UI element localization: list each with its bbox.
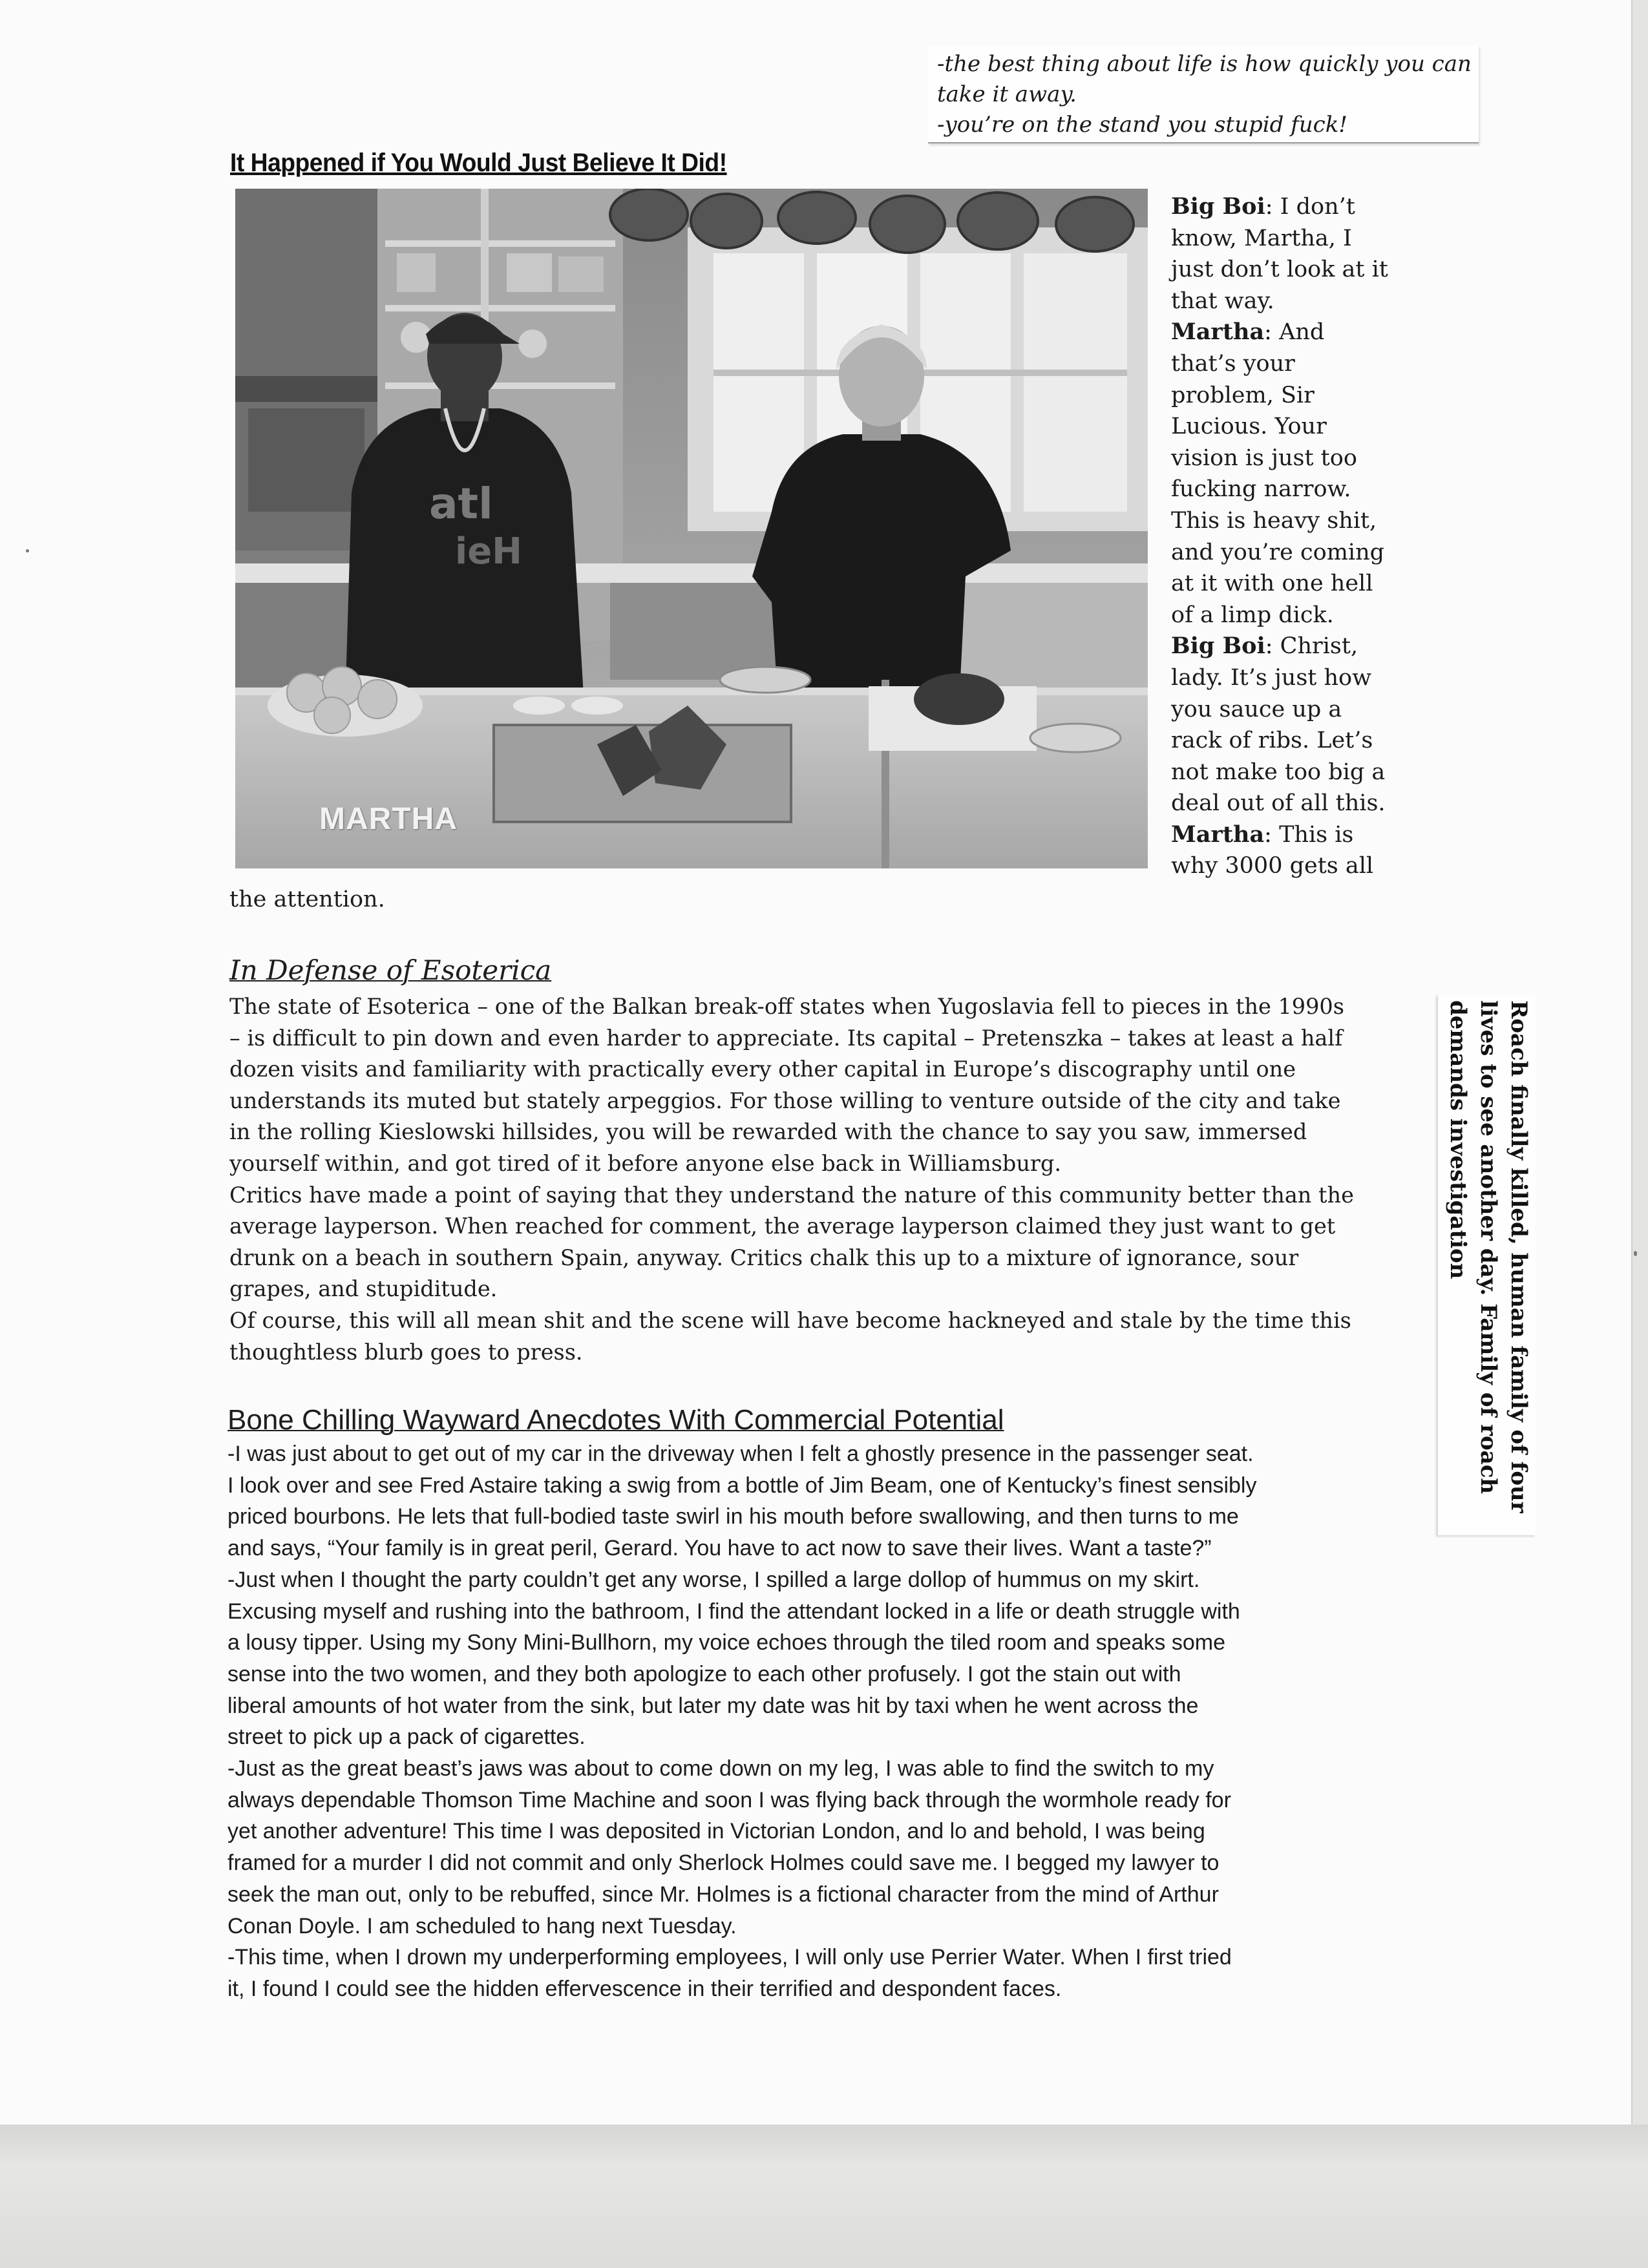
speaker-name: Big Boi xyxy=(1171,193,1265,220)
dialogue-text: why 3000 gets all xyxy=(1171,853,1374,879)
dialogue-text: at it with one hell xyxy=(1171,571,1373,597)
dialogue-line xyxy=(1171,788,1404,819)
body-line: dozen visits and familiarity with practically every other capital in Europe’s discography until one xyxy=(229,1056,1296,1082)
dialogue-line xyxy=(1171,191,1404,223)
dialogue-text: deal out of all this. xyxy=(1171,790,1386,817)
dialogue-text: lady. It’s just how xyxy=(1171,664,1372,691)
dialogue-line xyxy=(1171,348,1404,380)
dialogue-line xyxy=(1171,411,1404,443)
side-headline-line: demands investigation xyxy=(1445,1000,1471,1279)
body-line: -This time, when I drown my underperforming employees, I will only use Perrier Water. When I first tried xyxy=(227,1945,1232,1970)
dialogue-line xyxy=(1171,380,1404,412)
dialogue-line xyxy=(1171,819,1404,851)
dialogue-text: rack of ribs. Let’s xyxy=(1171,728,1373,754)
dialogue-text: that way. xyxy=(1171,288,1274,314)
dust-speck xyxy=(26,549,29,552)
dialogue-text: Lucious. Your xyxy=(1171,414,1327,440)
dialogue-text: that’s your xyxy=(1171,350,1295,377)
shirt-print-line2: ieH xyxy=(455,530,523,572)
photo-caption: MARTHA xyxy=(319,802,458,836)
speaker-name: Martha xyxy=(1171,821,1265,848)
quote-line: take it away. xyxy=(937,81,1077,107)
body-line: Excusing myself and rushing into the bathroom, I find the attendant locked in a life or death struggle with xyxy=(227,1599,1240,1624)
dialogue-column xyxy=(1171,191,1404,882)
scanner-bed-edge xyxy=(0,2125,1648,2268)
dialogue-line xyxy=(1171,254,1404,286)
body-line: I look over and see Fred Astaire taking a swig from a bottle of Jim Beam, one of Kentucky’s finest sensibly xyxy=(227,1473,1257,1498)
speaker-name: Martha xyxy=(1171,319,1265,346)
anecdotes-body xyxy=(227,1438,1410,2005)
body-line: – is difficult to pin down and even harder to appreciate. Its capital – Pretenszka – takes at least a half xyxy=(229,1025,1343,1051)
dialogue-text: : This is xyxy=(1264,821,1354,848)
body-line: -I was just about to get out of my car in the driveway when I felt a ghostly presence in the passenger seat. xyxy=(227,1442,1254,1466)
dust-speck xyxy=(1634,1251,1637,1256)
body-line: Of course, this will all mean shit and the scene will have become hackneyed and stale by the time this xyxy=(229,1307,1351,1333)
dialogue-text: and you’re coming xyxy=(1171,539,1385,565)
dialogue-line xyxy=(1171,725,1404,757)
dialogue-tail: the attention. xyxy=(229,887,385,912)
dialogue-text: of a limp dick. xyxy=(1171,602,1334,628)
dialogue-line xyxy=(1171,694,1404,726)
dialogue-line xyxy=(1171,443,1404,474)
headline: It Happened if You Would Just Believe It Did! xyxy=(230,149,727,177)
side-headline-line: Roach finally killed, human family of four xyxy=(1506,1000,1532,1513)
body-line: priced bourbons. He lets that full-bodied taste swirl in his mouth before swallowing, and then turns to me xyxy=(227,1504,1239,1529)
body-line: always dependable Thomson Time Machine and soon I was flying back through the wormhole ready for xyxy=(227,1787,1231,1812)
dialogue-line xyxy=(1171,757,1404,788)
dialogue-text: fucking narrow. xyxy=(1171,476,1351,503)
body-line: grapes, and stupiditude. xyxy=(229,1276,498,1302)
body-line: framed for a murder I did not commit and only Sherlock Holmes could save me. I begged my lawyer to xyxy=(227,1851,1220,1876)
body-line: and says, “Your family is in great peril, Gerard. You have to act now to save their lives. Want a taste?” xyxy=(227,1536,1212,1561)
side-headline-line: lives to see another day. Family of roach xyxy=(1475,1000,1501,1495)
dialogue-line xyxy=(1171,505,1404,537)
dialogue-line xyxy=(1171,537,1404,569)
body-line: Conan Doyle. I am scheduled to hang next Tuesday. xyxy=(227,1913,737,1938)
body-line: seek the man out, only to be rebuffed, since Mr. Holmes is a fictional character from the mind of Arthur xyxy=(227,1882,1219,1907)
shirt-print-line1: atl xyxy=(429,479,493,529)
body-line: sense into the two women, and they both apologize to each other profusely. I got the stain out with xyxy=(227,1661,1181,1686)
speaker-name: Big Boi xyxy=(1171,633,1265,660)
dialogue-text: : Christ, xyxy=(1265,633,1358,660)
quote-line: -the best thing about life is how quickly you can xyxy=(937,51,1472,77)
body-line: Critics have made a point of saying that they understand the nature of this community better than the xyxy=(229,1182,1354,1208)
dialogue-line xyxy=(1171,568,1404,600)
photo-illustration xyxy=(235,189,1148,868)
dialogue-text: know, Martha, I xyxy=(1171,225,1352,251)
dialogue-line xyxy=(1171,850,1404,882)
dialogue-text: : I don’t xyxy=(1265,194,1355,220)
kitchen-photo xyxy=(235,189,1148,868)
body-line: liberal amounts of hot water from the sink, but later my date was hit by taxi when he went across the xyxy=(227,1693,1199,1718)
side-headline-clipping xyxy=(1437,995,1536,1535)
dialogue-text: vision is just too xyxy=(1171,445,1357,471)
section-title-anecdotes: Bone Chilling Wayward Anecdotes With Commercial Potential xyxy=(227,1404,1004,1436)
body-line: understands its muted but stately arpeggios. For those willing to venture outside of the city and take xyxy=(229,1087,1341,1113)
body-line: street to pick up a pack of cigarettes. xyxy=(227,1725,586,1750)
body-line: yourself within, and got tired of it before anyone else back in Williamsburg. xyxy=(229,1150,1062,1176)
dialogue-line xyxy=(1171,286,1404,317)
dialogue-line xyxy=(1171,662,1404,694)
dialogue-text: This is heavy shit, xyxy=(1171,507,1377,534)
dialogue-line xyxy=(1171,631,1404,662)
dialogue-line xyxy=(1171,600,1404,631)
body-line: thoughtless blurb goes to press. xyxy=(229,1339,583,1365)
body-line: The state of Esoterica – one of the Balkan break-off states when Yugoslavia fell to pieces in the 1990s xyxy=(229,994,1344,1019)
side-headline-text xyxy=(1442,1000,1534,1531)
dialogue-line xyxy=(1171,223,1404,255)
quote-clipping xyxy=(928,45,1479,143)
body-line: average layperson. When reached for comment, the average layperson claimed they just want to get xyxy=(229,1213,1336,1239)
dialogue-text: problem, Sir xyxy=(1171,382,1315,408)
body-line: a lousy tipper. Using my Sony Mini-Bullhorn, my voice echoes through the tiled room and speaks some xyxy=(227,1630,1225,1655)
dialogue-line xyxy=(1171,317,1404,348)
body-line: it, I found I could see the hidden effervescence in their terrified and despondent faces. xyxy=(227,1976,1062,2001)
body-line: in the rolling Kieslowski hillsides, you will be rewarded with the chance to say you saw, immersed xyxy=(229,1119,1307,1145)
body-line: yet another adventure! This time I was deposited in Victorian London, and lo and behold, I was being xyxy=(227,1819,1205,1844)
dialogue-text: just don’t look at it xyxy=(1171,257,1388,283)
body-line: drunk on a beach in southern Spain, anyway. Critics chalk this up to a mixture of ignorance, sour xyxy=(229,1244,1299,1270)
body-line: -Just as the great beast’s jaws was about to come down on my leg, I was able to find the switch to my xyxy=(227,1756,1214,1781)
dialogue-text: not make too big a xyxy=(1171,759,1386,785)
dialogue-line xyxy=(1171,474,1404,505)
body-line: -Just when I thought the party couldn’t get any worse, I spilled a large dollop of hummus on my skirt. xyxy=(227,1567,1200,1592)
quote-line: -you’re on the stand you stupid fuck! xyxy=(937,112,1347,138)
dialogue-text: : And xyxy=(1264,319,1325,346)
dialogue-text: you sauce up a xyxy=(1171,696,1342,722)
esoterica-body xyxy=(229,991,1406,1368)
section-title-esoterica: In Defense of Esoterica xyxy=(229,954,552,986)
